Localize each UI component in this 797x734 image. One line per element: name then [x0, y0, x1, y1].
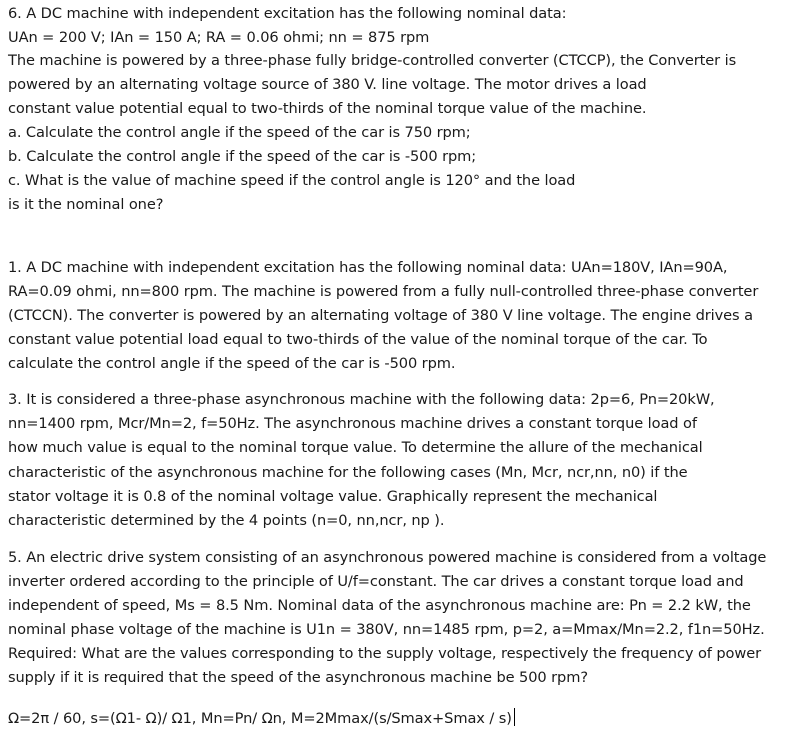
text-line: characteristic of the asynchronous machine for the following cases (Mn, Mcr, ncr,nn, n0) if the — [8, 464, 688, 481]
text-line: a. Calculate the control angle if the speed of the car is 750 rpm; — [8, 124, 471, 141]
text-line: RA=0.09 ohmi, nn=800 rpm. The machine is powered from a fully null-controlled three-phase converter — [8, 283, 759, 300]
text-line: 3. It is considered a three-phase asynchronous machine with the following data: 2p=6, Pn=20kW, — [8, 391, 715, 408]
text-line: is it the nominal one? — [8, 196, 164, 213]
text-line: The machine is powered by a three-phase fully bridge-controlled converter (CTCCP), the Converter is — [8, 52, 737, 69]
text-line: supply if it is required that the speed of the asynchronous machine be 500 rpm? — [8, 669, 588, 686]
text-line: characteristic determined by the 4 points (n=0, nn,ncr, np ). — [8, 512, 445, 529]
text-line: constant value potential equal to two-thirds of the nominal torque value of the machine. — [8, 100, 647, 117]
text-line: c. What is the value of machine speed if the control angle is 120° and the load — [8, 172, 576, 189]
text-line: how much value is equal to the nominal torque value. To determine the allure of the mechanical — [8, 439, 703, 456]
text-line: 6. A DC machine with independent excitation has the following nominal data: — [8, 5, 567, 22]
text-line: stator voltage it is 0.8 of the nominal voltage value. Graphically represent the mechanical — [8, 488, 658, 505]
text-line: constant value potential load equal to two-thirds of the value of the nominal torque of the car. To — [8, 331, 708, 348]
text-line: Required: What are the values corresponding to the supply voltage, respectively the frequency of power — [8, 645, 761, 662]
text-line: inverter ordered according to the principle of U/f=constant. The car drives a constant torque load and — [8, 573, 744, 590]
formula-text: Ω=2π / 60, s=(Ω1- Ω)/ Ω1, Mn=Pn/ Ωn, M=2Mmax/(s/Smax+Smax / s) — [8, 710, 512, 727]
text-line: nn=1400 rpm, Mcr/Mn=2, f=50Hz. The asynchronous machine drives a constant torque load of — [8, 415, 697, 432]
text-line: UAn = 200 V; IAn = 150 A; RA = 0.06 ohmi; nn = 875 rpm — [8, 29, 430, 46]
text-line: nominal phase voltage of the machine is U1n = 380V, nn=1485 rpm, p=2, a=Mmax/Mn=2.2, f1n=50Hz. — [8, 621, 765, 638]
text-line: b. Calculate the control angle if the speed of the car is -500 rpm; — [8, 148, 477, 165]
text-line: (CTCCN). The converter is powered by an alternating voltage of 380 V line voltage. The engine drives a — [8, 307, 753, 324]
text-line: powered by an alternating voltage source of 380 V. line voltage. The motor drives a load — [8, 76, 647, 93]
text-line: 1. A DC machine with independent excitation has the following nominal data: UAn=180V, IAn=90A, — [8, 259, 728, 276]
text-line: 5. An electric drive system consisting of an asynchronous powered machine is considered from a voltage — [8, 549, 767, 566]
formula-line[interactable] — [8, 708, 515, 729]
text-cursor — [514, 708, 515, 726]
text-line: independent of speed, Ms = 8.5 Nm. Nominal data of the asynchronous machine are: Pn = 2.2 kW, the — [8, 597, 751, 614]
text-line: calculate the control angle if the speed of the car is -500 rpm. — [8, 355, 456, 372]
